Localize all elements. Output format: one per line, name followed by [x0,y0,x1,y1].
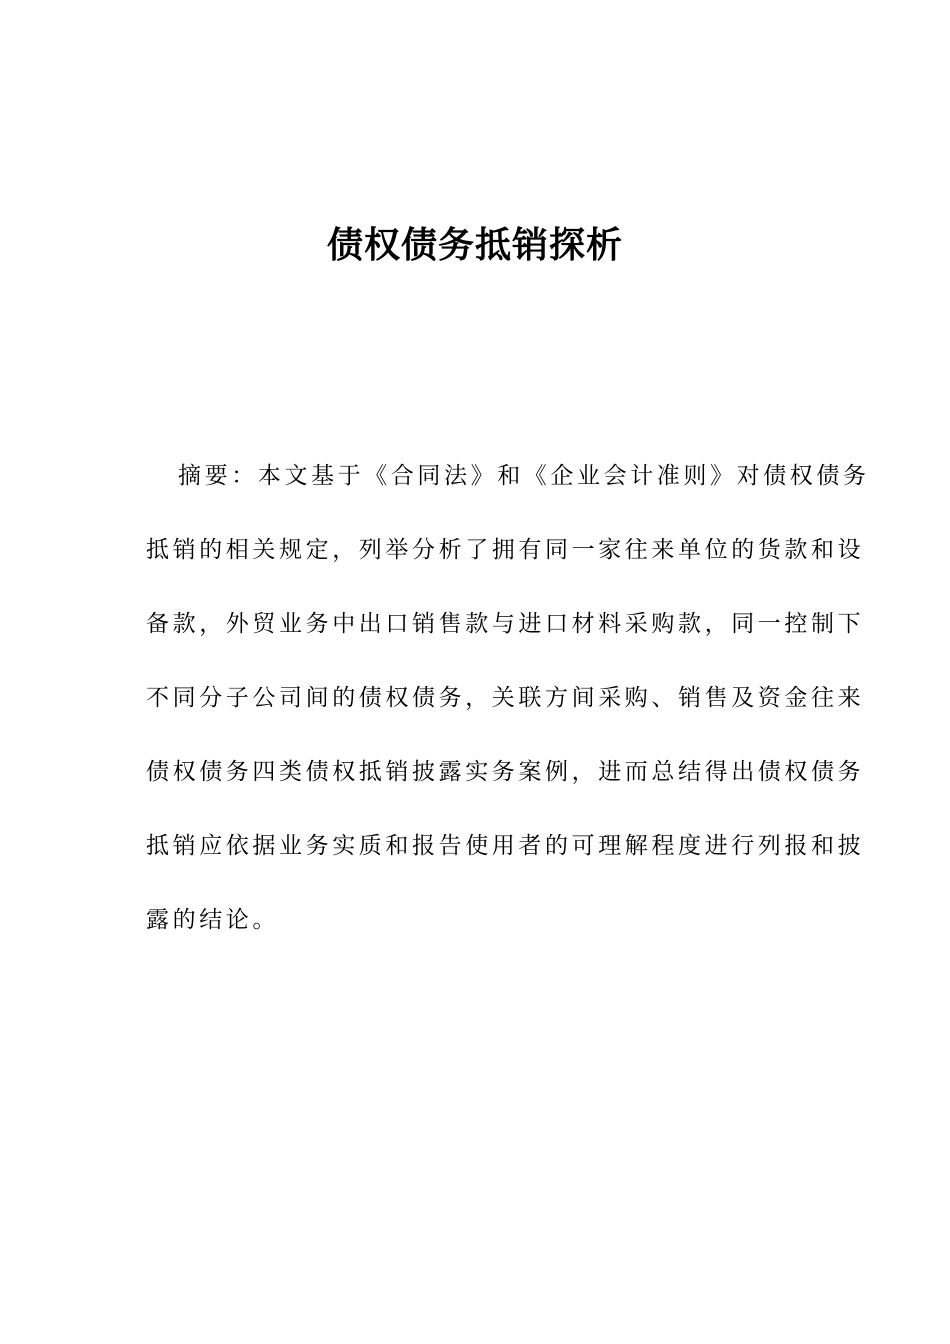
abstract-line: 抵销应依据业务实质和报告使用者的可理解程度进行列报和披 [146,833,865,859]
document-title: 债权债务抵销探析 [326,225,623,266]
abstract-line: 露的结论。 [146,907,279,933]
abstract-line: 债权债务四类债权抵销披露实务案例，进而总结得出债权债务 [146,759,865,785]
abstract-line: 不同分子公司间的债权债务，关联方间采购、销售及资金往来 [146,685,865,711]
abstract-line: 摘要：本文基于《合同法》和《企业会计准则》对债权债务 [178,463,870,489]
abstract-line: 备款，外贸业务中出口销售款与进口材料采购款，同一控制下 [146,611,865,637]
abstract-paragraph [146,456,870,974]
abstract-line: 抵销的相关规定，列举分析了拥有同一家往来单位的货款和设 [146,537,865,563]
